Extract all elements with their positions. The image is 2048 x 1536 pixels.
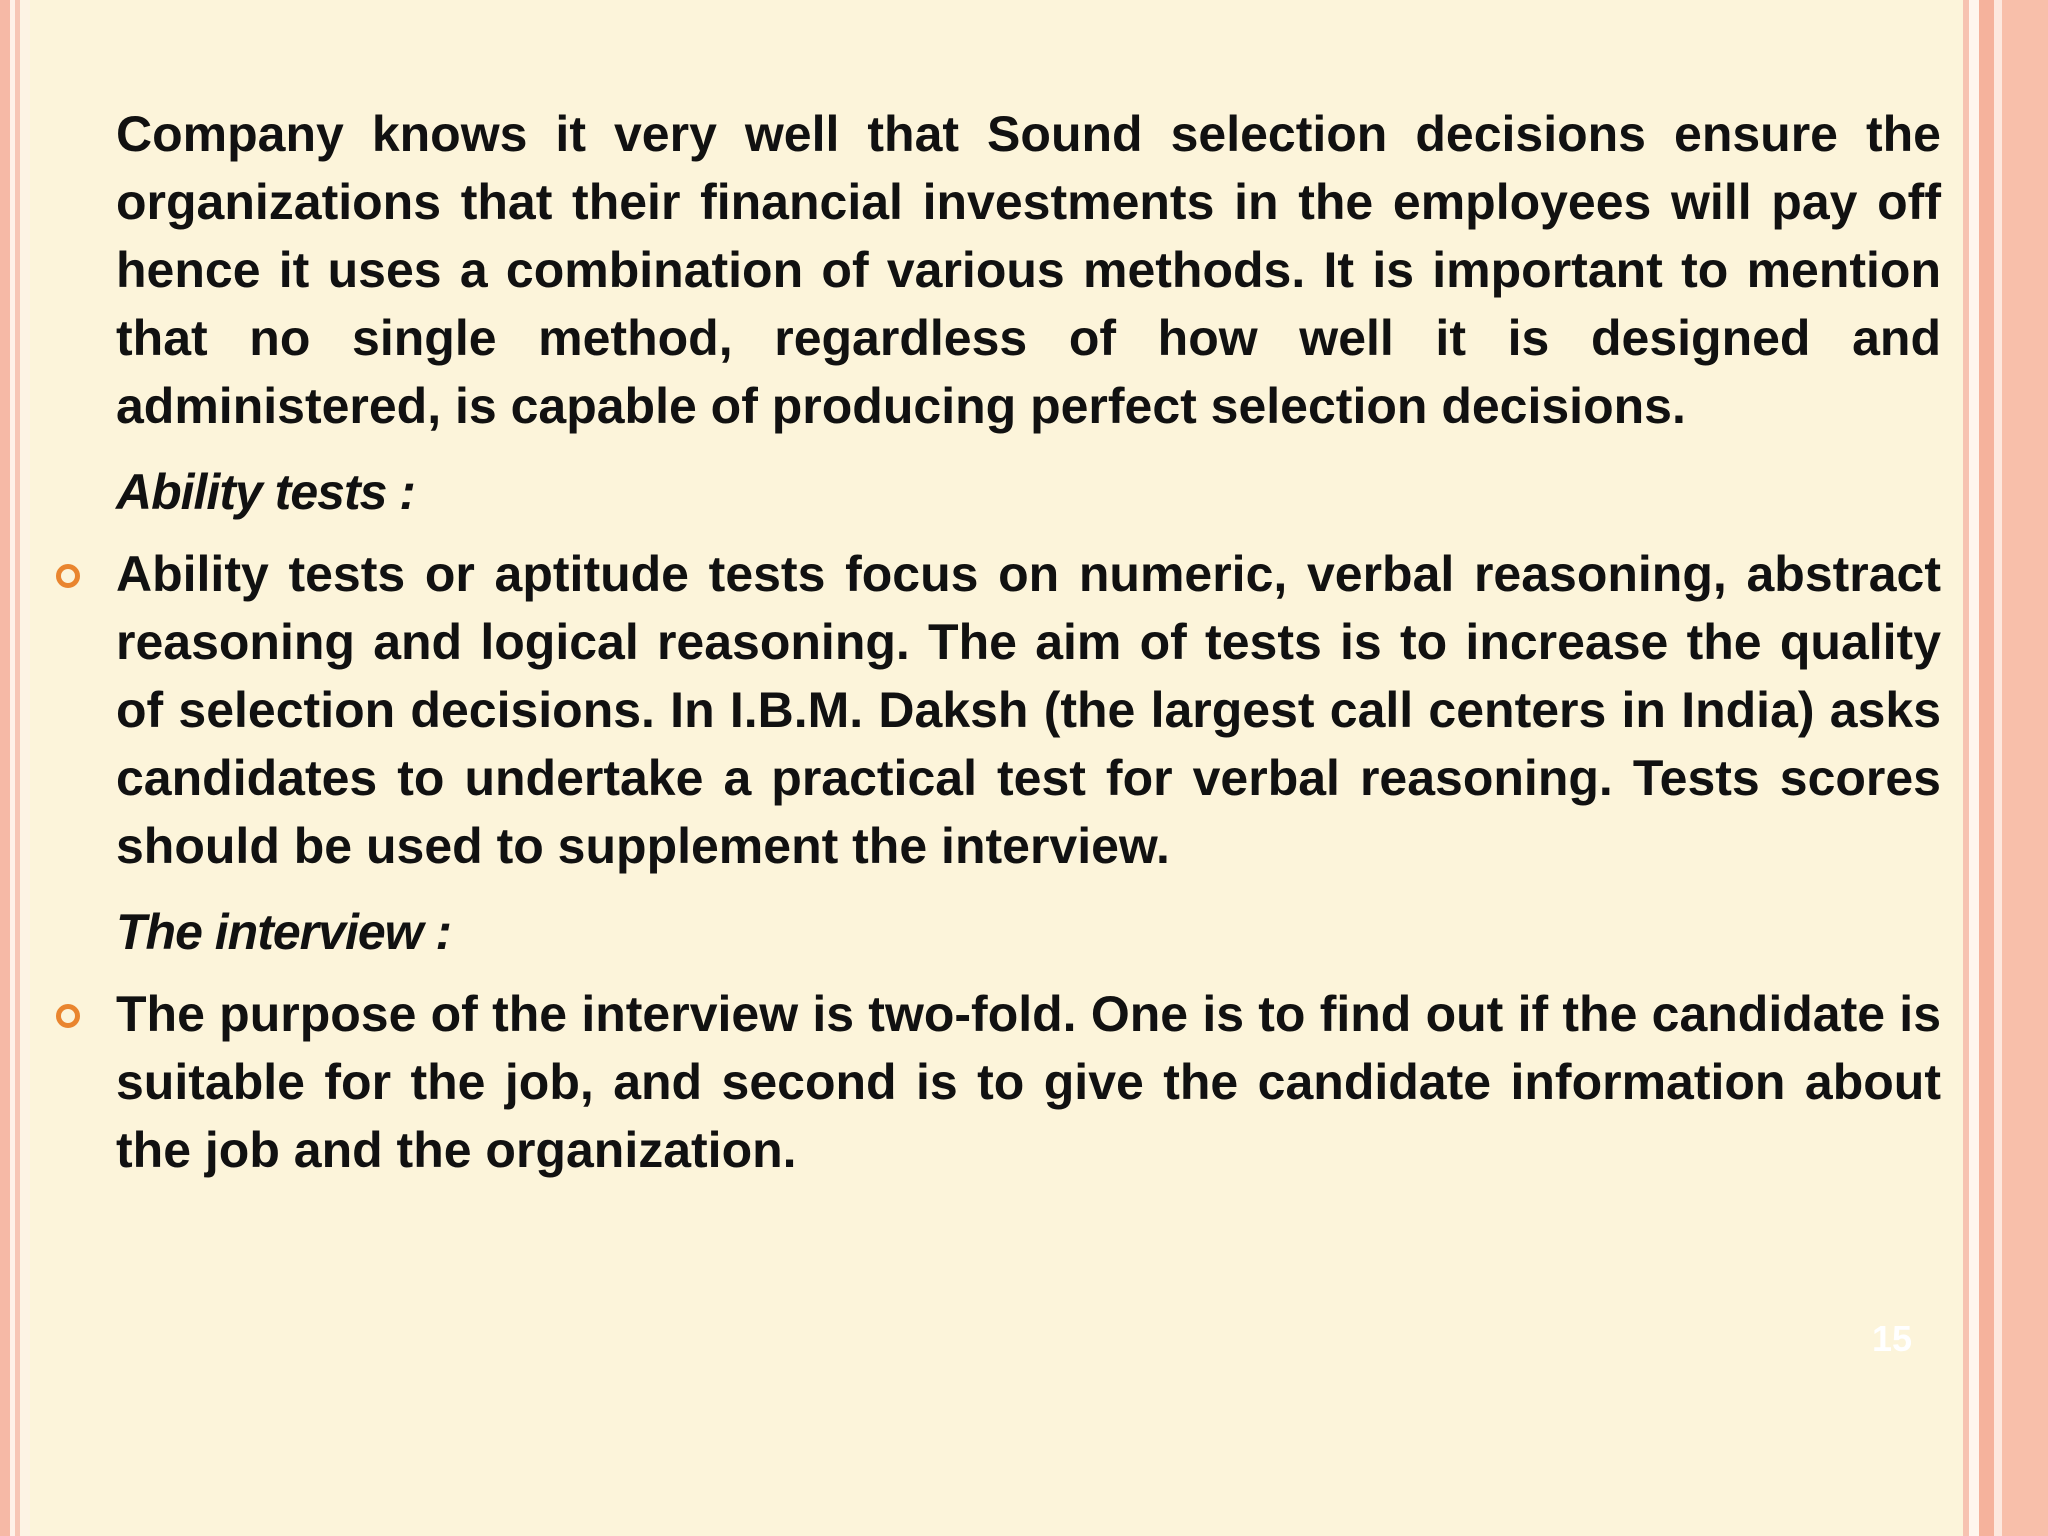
right-border-stripe	[1969, 0, 1979, 1536]
right-border-stripe	[1979, 0, 1994, 1536]
ring-bullet-icon	[56, 564, 80, 588]
right-border-stripe	[1994, 0, 2002, 1536]
section-heading-interview: The interview :	[116, 904, 452, 960]
bullet-item-interview	[116, 980, 1941, 1184]
left-border-stripe	[0, 0, 10, 1536]
right-border-stripe	[2002, 0, 2048, 1536]
ring-bullet-icon	[56, 1004, 80, 1028]
section-heading-ability-tests: Ability tests :	[116, 464, 415, 520]
left-border-stripe	[20, 0, 30, 1536]
intro-paragraph: Company knows it very well that Sound selection decisions ensure the organizations that their financial investments in the employees will pay off hence it uses a combination of various methods. It is important to mention that no single method, regardless of how well it is designed and administered, is capable of producing perfect selection decisions.	[116, 106, 1941, 434]
bullet-text: Ability tests or aptitude tests focus on numeric, verbal reasoning, abstract reasoning and logical reasoning. The aim of tests is to increase the quality of selection decisions. In I.B.M. Daksh (the largest call centers in India) asks candidates to undertake a practical test for verbal reasoning. Tests scores should be used to supplement the interview.	[116, 546, 1941, 874]
page-number: 15	[1871, 1318, 1913, 1359]
slide-content	[116, 100, 1941, 1184]
bullet-text: The purpose of the interview is two-fold. One is to find out if the candidate is suitable for the job, and second is to give the candidate information about the job and the organization.	[116, 986, 1941, 1178]
bullet-item-ability-tests	[116, 540, 1941, 880]
